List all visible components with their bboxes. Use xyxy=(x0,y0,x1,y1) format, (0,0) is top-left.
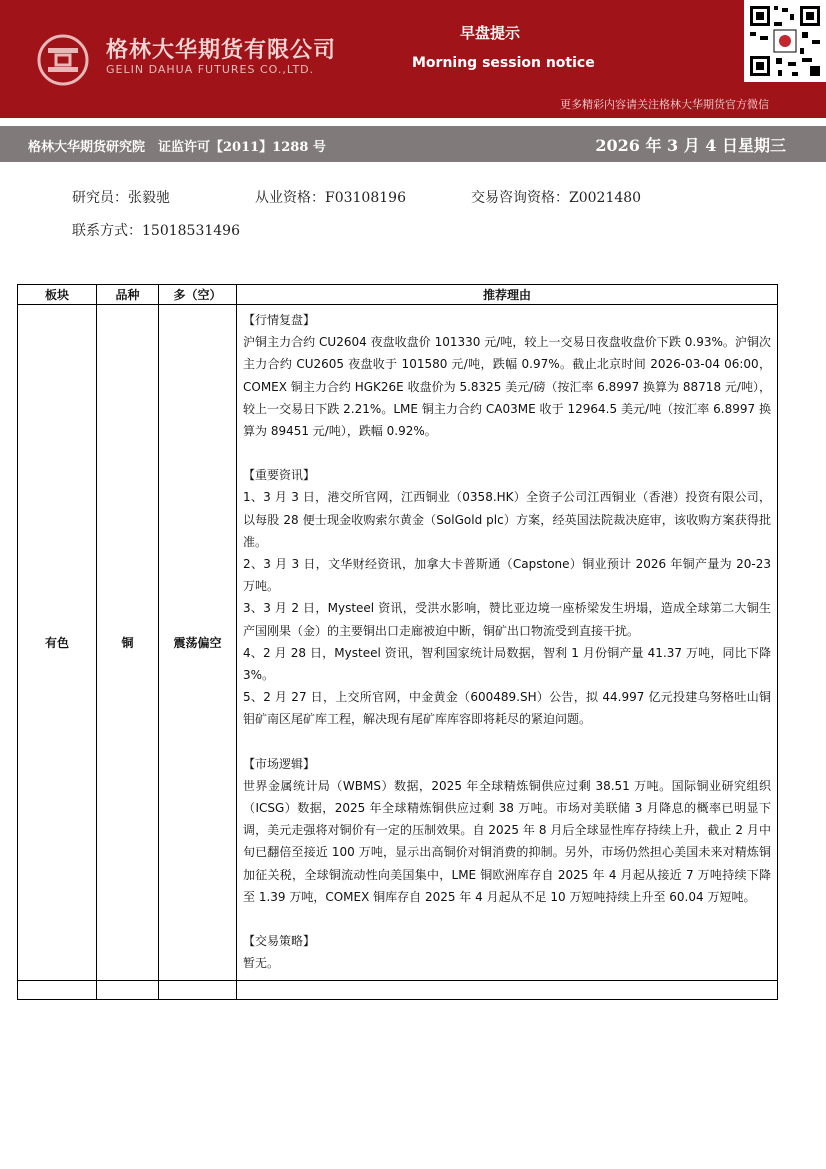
section-title-strategy: 【交易策略】 xyxy=(243,934,316,949)
news-item: 5、2 月 27 日，上交所官网，中金黄金（600489.SH）公告，拟 44.997 亿元投建乌努格吐山铜钼矿南区尾矿库工程，解决现有尾矿库库容即将耗尽的紧迫问题。 xyxy=(243,690,771,727)
section-title-news: 【重要资讯】 xyxy=(243,468,316,483)
table-header-row xyxy=(18,285,778,305)
empty-cell xyxy=(18,981,97,1000)
qualification: 从业资格：F03108196 xyxy=(255,190,406,206)
section-title-logic: 【市场逻辑】 xyxy=(243,756,316,771)
sector-cell: 有色 xyxy=(18,305,97,981)
report-title-cn: 早盘提示 xyxy=(460,24,521,42)
variety-cell: 铜 xyxy=(97,305,159,981)
company-logo-icon xyxy=(34,34,92,86)
reason-cell xyxy=(237,305,778,981)
empty-cell xyxy=(237,981,778,1000)
institute-bar xyxy=(0,126,826,162)
consult-qualification: 交易咨询资格：Z0021480 xyxy=(471,190,642,206)
header-variety: 品种 xyxy=(97,285,159,305)
institute-license: 格林大华期货研究院 证监许可【2011】1288 号 xyxy=(28,140,326,155)
report-date: 2026 年 3 月 4 日星期三 xyxy=(595,136,786,155)
brand-name-en: GELIN DAHUA FUTURES CO.,LTD. xyxy=(106,63,315,76)
strategy-paragraph: 暂无。 xyxy=(243,956,280,971)
empty-cell xyxy=(97,981,159,1000)
news-item: 1、3 月 3 日，港交所官网，江西铜业（0358.HK）全资子公司江西铜业（香港）投资有限公司，以每股 28 便士现金收购索尔黄金（SolGold plc）方案，经英国法院裁决庭审，该收购方案获得批准。 xyxy=(243,490,771,549)
header-direction: 多（空） xyxy=(159,285,237,305)
logic-paragraph: 世界金属统计局（WBMS）数据，2025 年全球精炼铜供应过剩 38.51 万吨。国际铜业研究组织（ICSG）数据，2025 年全球精炼铜供应过剩 38 万吨。市场对美联储 3 月降息的概率已明显下调，美元走强将对铜价有一定的压制效果。自 2025 年 8 月后全球显性库存持续上升，截止 2 月中旬已翻倍至接近 100 万吨，显示出高铜价对铜消费的抑制。另外，市场仍然担心美国未来对精炼铜加征关税，全球铜流动性向美国集中，LME 铜欧洲库存自 2025 年 4 月起从接近 7 万吨持续下降至 1.39 万吨，COMEX 铜库存自 2025 年 4 月起从不足 10 万短吨持续上升至 60.04 万短吨。 xyxy=(243,778,771,904)
header-sector: 板块 xyxy=(18,285,97,305)
report-title-en: Morning session notice xyxy=(412,55,595,71)
section-title-review: 【行情复盘】 xyxy=(243,313,316,327)
news-item: 4、2 月 28 日，Mysteel 资讯，智利国家统计局数据，智利 1 月份铜产量 41.37 万吨，同比下降 3%。 xyxy=(243,645,771,683)
news-item: 3、3 月 2 日，Mysteel 资讯，受洪水影响，赞比亚边境一座桥梁发生坍塌，造成全球第二大铜生产国刚果（金）的主要铜出口走廊被迫中断，铜矿出口物流受到直接干扰。 xyxy=(243,601,771,638)
table-empty-row xyxy=(18,981,778,1000)
brand-name-cn: 格林大华期货有限公司 xyxy=(106,38,337,63)
table-row xyxy=(18,305,778,981)
direction-cell: 震荡偏空 xyxy=(159,305,237,981)
researcher: 研究员：张毅驰 xyxy=(72,190,170,206)
wechat-follow-note: 更多精彩内容请关注格林大华期货官方微信 xyxy=(560,98,769,111)
contact: 联系方式：15018531496 xyxy=(72,223,240,239)
empty-cell xyxy=(159,981,237,1000)
recommendation-table xyxy=(17,284,778,1000)
wechat-qr-code-icon xyxy=(744,0,826,82)
news-item: 2、3 月 3 日，文华财经资讯，加拿大卡普斯通（Capstone）铜业预计 2026 年铜产量为 20-23 万吨。 xyxy=(243,557,771,594)
review-paragraph: 沪铜主力合约 CU2604 夜盘收盘价 101330 元/吨，较上一交易日夜盘收盘价下跌 0.93%。沪铜次主力合约 CU2605 夜盘收于 101580 元/吨，跌幅 0.97%。截止北京时间 2026-03-04 06:00，COMEX 铜主力合约 HGK26E 收盘价为 5.8325 美元/磅（按汇率 6.8997 换算为 88718 元/吨），较上一交易日下跌 2.21%。LME 铜主力合约 CA03ME 收于 12964.5 美元/吨（按汇率 6.8997 换算为 89451 元/吨），跌幅 0.92%。 xyxy=(243,335,771,439)
header-banner xyxy=(0,0,826,118)
header-reason: 推荐理由 xyxy=(237,285,778,305)
